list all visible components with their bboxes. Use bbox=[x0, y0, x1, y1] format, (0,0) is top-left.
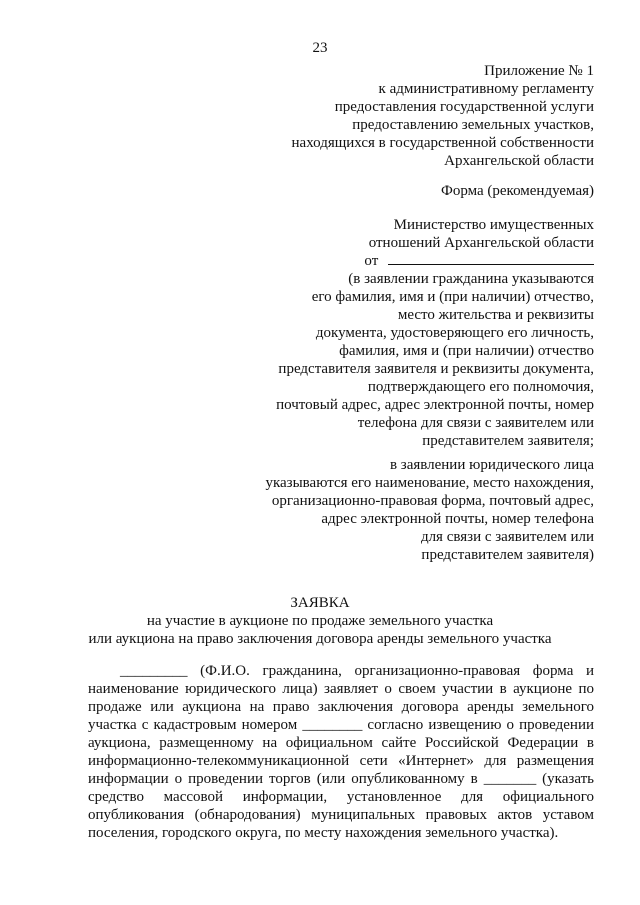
citizen-note-line: (в заявлении гражданина указываются bbox=[348, 271, 594, 287]
legal-note-line: в заявлении юридического лица bbox=[389, 457, 594, 473]
from-blank bbox=[388, 252, 594, 265]
body-line: информации о проведении торгов (или опубликованному в _______ (указать bbox=[88, 771, 594, 787]
legal-entity-note bbox=[265, 456, 594, 564]
appendix-line: к административному регламенту bbox=[378, 81, 594, 97]
body-line: поселения, городского округа, по месту нахождения земельного участка). bbox=[88, 825, 559, 841]
legal-note-line: указываются его наименование, место нахождения, bbox=[265, 475, 594, 491]
addressee-block bbox=[276, 216, 594, 450]
document-subtitle bbox=[0, 612, 640, 648]
legal-note-line: организационно-правовая форма, почтовый адрес, bbox=[271, 493, 594, 509]
legal-note-line: представителем заявителя) bbox=[421, 547, 594, 563]
appendix-line: Архангельской области bbox=[444, 153, 594, 169]
citizen-note-line: почтовый адрес, адрес электронной почты, номер bbox=[276, 397, 594, 413]
body-line: продаже или аукциона на право заключения договора аренды земельного bbox=[88, 699, 594, 715]
page-number: 23 bbox=[312, 40, 328, 56]
appendix-line: предоставления государственной услуги bbox=[334, 99, 594, 115]
citizen-note-line: его фамилия, имя и (при наличии) отчество, bbox=[311, 289, 594, 305]
citizen-note-line: фамилия, имя и (при наличии) отчество bbox=[339, 343, 594, 359]
appendix-line: находящихся в государственной собственности bbox=[291, 135, 594, 151]
citizen-note-line: документа, удостоверяющего его личность, bbox=[315, 325, 594, 341]
body-line: аукциона, размещенному на официальном сайте Российской Федерации в bbox=[88, 735, 594, 751]
from-line bbox=[276, 252, 594, 270]
appendix-line: Приложение № 1 bbox=[484, 63, 594, 79]
addressee-line: отношений Архангельской области bbox=[368, 235, 594, 251]
legal-note-line: для связи с заявителем или bbox=[420, 529, 594, 545]
subtitle-line: или аукциона на право заключения договора аренды земельного участка bbox=[88, 631, 552, 647]
appendix-header bbox=[292, 62, 594, 170]
appendix-line: предоставлению земельных участков, bbox=[352, 117, 594, 133]
body-line: опубликования (обнародования) муниципальных правовых актов уставом bbox=[88, 807, 594, 823]
body-line: наименование юридического лица) заявляет о своем участии в аукционе по bbox=[88, 681, 594, 697]
from-label: от bbox=[364, 253, 379, 269]
document-title: ЗАЯВКА bbox=[290, 595, 350, 611]
addressee-line: Министерство имущественных bbox=[393, 217, 594, 233]
citizen-note-line: представителем заявителя; bbox=[422, 433, 594, 449]
body-line: участка с кадастровым номером ________ согласно извещению о проведении bbox=[88, 717, 594, 733]
citizen-note-line: подтверждающего его полномочия, bbox=[367, 379, 594, 395]
body-line: информационно-телекоммуникационной сети «Интернет» для размещения bbox=[88, 753, 594, 769]
subtitle-line: на участие в аукционе по продаже земельного участка bbox=[146, 613, 494, 629]
citizen-note-line: место жительства и реквизиты bbox=[397, 307, 594, 323]
body-line: средство массовой информации, установленное для официального bbox=[88, 789, 594, 805]
citizen-note-line: телефона для связи с заявителем или bbox=[357, 415, 594, 431]
form-label: Форма (рекомендуемая) bbox=[440, 183, 594, 199]
legal-note-line: адрес электронной почты, номер телефона bbox=[321, 511, 594, 527]
application-body bbox=[88, 662, 594, 842]
citizen-note-line: представителя заявителя и реквизиты документа, bbox=[278, 361, 594, 377]
body-line: _________ (Ф.И.О. гражданина, организационно-правовая форма и bbox=[120, 663, 594, 679]
